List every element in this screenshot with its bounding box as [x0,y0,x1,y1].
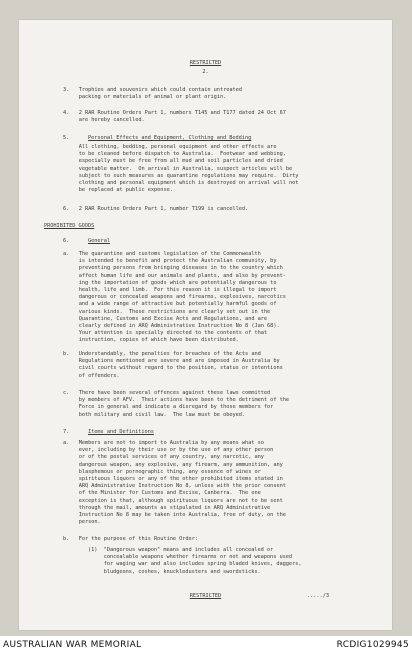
footer-record-id: RCDIG1029945 [336,640,409,650]
para-7b-1: (1) "Dangerous weapon" means and includes all concealed or concealable weapons whether firearms or not and weapons used for waging war and also includes spring bladed knives, daggers, bludgeons, coshes, knuckledusters and swordsticks. [88,547,302,575]
item-6b-heading: General [88,238,110,244]
para-c: c. There have been several offences against these laws committed by members of AFV. Their actions have been to the detriment of the Force in general and indicate a disregard by those members for both military and civil law. The law must be obeyed. [63,390,290,418]
classification-top: RESTRICTED [189,60,222,66]
item-4: 4. 2 RAR Routine Orders Part 1, numbers T145 and T177 dated 24 Oct 67 are hereby cancelled. [63,110,286,124]
para-7a: a. Members are not to import to Australia by any means what so ever, including by their use or by the use of any other person or of the postal services of any country, any narcotic, any dangerous weapon, any explosive, any firearm, any ammunition, any blasphemous or pornographic thing, any essence of wines or spirituous liquors or any of the other prohibited items stated in ARQ Administrative Instruction No 8, unless with the prior consent of the Minister for Customs and Excise, Canberra. The one exception is that, although spirituous liquors are not to be sent through the mail, amounts as stipulated in ARQ Administrative Instruction No 8 may be taken into Australia, free of duty, on the person. [63,440,286,526]
document-sheet [19,20,392,630]
classification-bottom: RESTRICTED [189,593,222,599]
para-a: a. The quarantine and customs legislation of the Commonwealth is intended to benefit and protect the Australian community, by preventing persons from bringing diseases in to the country which affect human life and our animals and plants, and also by prevent- ing the importation of goods which are potentially dangerous to health, life and limb. For this reason it is illegal to import dangerous or concealed weapons and firearms, explosives, narcotics and a wide range of attractive but potentially harmful goods of various kinds. These restrictions are clearly set out in the Quarantine, Customs and Excise Acts and Regulations, and are clearly defined in ARQ Administrative Instruction No 8 (Jan 68). Your attention is specially directed to the contents of that instruction, copies of which have been distributed. [63,251,286,344]
archive-footer [0,636,412,654]
item-5-body: All clothing, bedding, personal equipment and other effects are to be cleaned before dispatch to Australia. Footwear and webbing, especially must be free from all mud and soil particles and dried vegetable matter. On arrival in Australia, suspect articles will be subject to such measures as quarantine regulations may require. Dirty clothing and personal equipment which is destroyed on arrival will not be replaced at public expense. [78,144,299,194]
para-7b: b. For the purpose of this Routine Order: [63,536,198,542]
item-7-number: 7. [63,429,70,435]
item-6b-number: 6. [63,238,70,244]
item-5-heading: Personal Effects and Equipment, Clothing and Bedding [88,135,252,141]
para-b: b. Understandably, the penalties for breaches of the Acts and Regulations mentioned are severe and are imposed in Australia by civil courts without regard to the position, status or intentions of offenders. [63,351,283,379]
page-number: 2. [202,69,209,75]
footer-institution: AUSTRALIAN WAR MEMORIAL [3,640,142,650]
item-3: 3. Trophies and souvenirs which could contain untreated packing or materials of animal or plant origin. [63,87,242,101]
item-6: 6. 2 RAR Routine Orders Part 1, number T199 is cancelled. [63,206,249,212]
continuation-marker: ...../3 [307,593,329,599]
item-5-number: 5. [63,135,70,141]
section-heading: PROHIBITED GOODS [44,223,95,229]
item-7-heading: Items and Definitions [88,429,154,435]
